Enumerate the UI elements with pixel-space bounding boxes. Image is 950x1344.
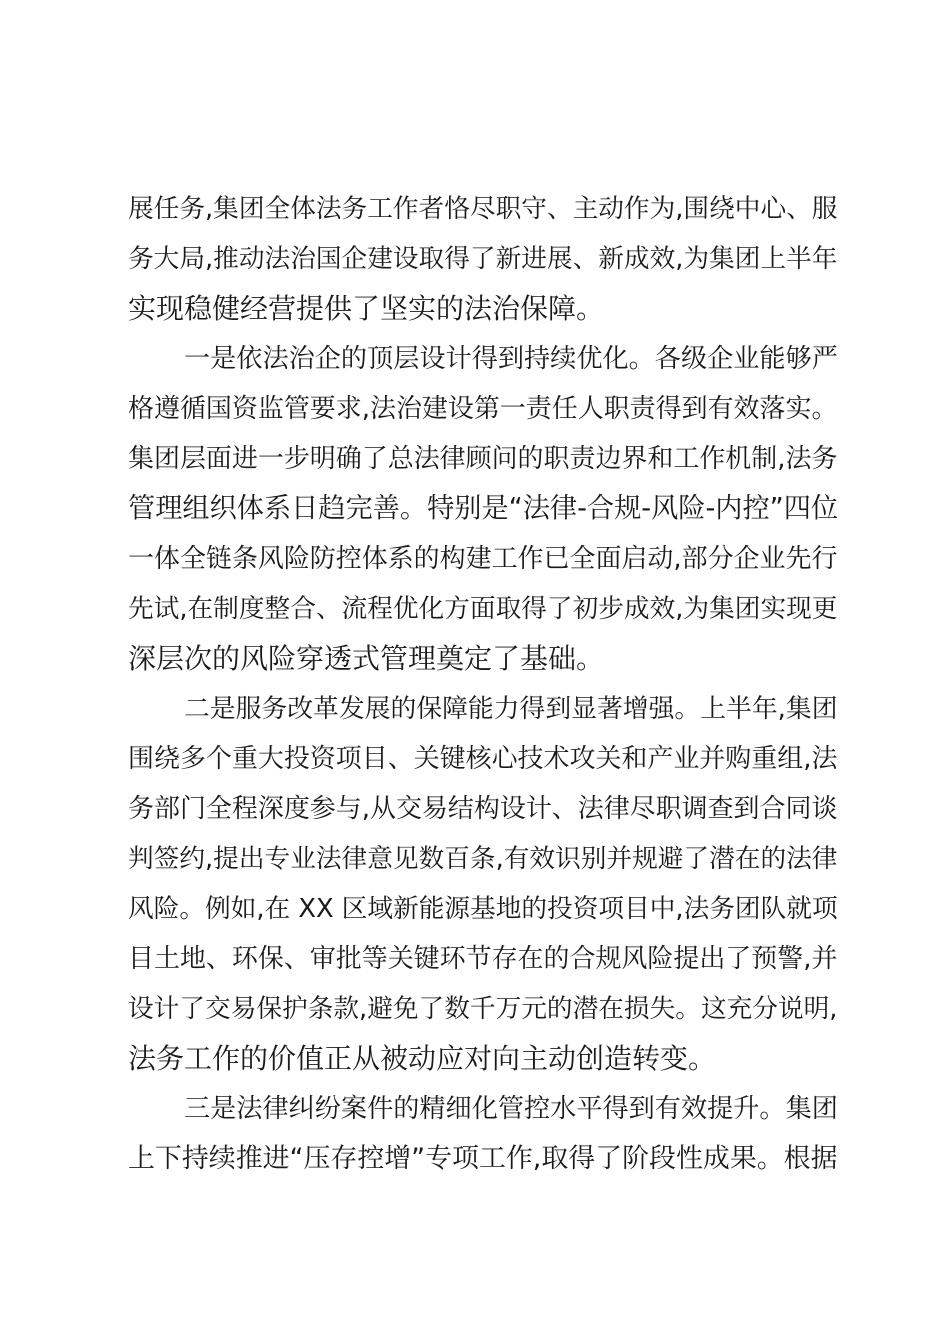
text-line: 集团层面进一步明确了总法律顾问的职责边界和工作机制,法务 bbox=[128, 444, 838, 474]
text-line: 判签约,提出专业法律意见数百条,有效识别并规避了潜在的法律 bbox=[128, 844, 838, 874]
text-line: 围绕多个重大投资项目、关键核心技术攻关和产业并购重组,法 bbox=[128, 744, 838, 774]
text-line: 一是依法治企的顶层设计得到持续优化。各级企业能够严 bbox=[184, 344, 838, 374]
text-line: 实现稳健经营提供了坚实的法治保障。 bbox=[128, 292, 605, 325]
paragraph-point-one bbox=[128, 334, 838, 684]
paragraph-point-three bbox=[128, 1084, 838, 1184]
paragraph-intro bbox=[128, 184, 838, 334]
text-line: 先试,在制度整合、流程优化方面取得了初步成效,为集团实现更 bbox=[128, 594, 838, 624]
text-line: 上下持续推进“压存控增”专项工作,取得了阶段性成果。根据 bbox=[128, 1143, 838, 1174]
text-line: 务部门全程深度参与,从交易结构设计、法律尽职调查到合同谈 bbox=[128, 794, 838, 824]
text-line: 法务工作的价值正从被动应对向主动创造转变。 bbox=[128, 1042, 717, 1075]
text-line: 展任务,集团全体法务工作者恪尽职守、主动作为,围绕中心、服 bbox=[128, 194, 838, 224]
text-line: 二是服务改革发展的保障能力得到显著增强。上半年,集团 bbox=[184, 694, 838, 724]
text-line: 格遵循国资监管要求,法治建设第一责任人职责得到有效落实。 bbox=[128, 394, 838, 424]
text-line: 三是法律纠纷案件的精细化管控水平得到有效提升。集团 bbox=[184, 1094, 838, 1124]
paragraph-point-two bbox=[128, 684, 838, 1084]
document-body bbox=[128, 184, 838, 1184]
text-line: 深层次的风险穿透式管理奠定了基础。 bbox=[128, 642, 605, 675]
text-line: 目土地、环保、审批等关键环节存在的合规风险提出了预警,并 bbox=[128, 944, 838, 974]
text-line: 一体全链条风险防控体系的构建工作已全面启动,部分企业先行 bbox=[128, 544, 838, 574]
text-line: 务大局,推动法治国企建设取得了新进展、新成效,为集团上半年 bbox=[128, 244, 838, 274]
text-line: 管理组织体系日趋完善。特别是“法律-合规-风险-内控”四位 bbox=[128, 493, 839, 524]
text-line: 风险。例如,在 XX 区域新能源基地的投资项目中,法务团队就项 bbox=[128, 894, 838, 924]
text-line: 设计了交易保护条款,避免了数千万元的潜在损失。这充分说明, bbox=[128, 994, 838, 1024]
